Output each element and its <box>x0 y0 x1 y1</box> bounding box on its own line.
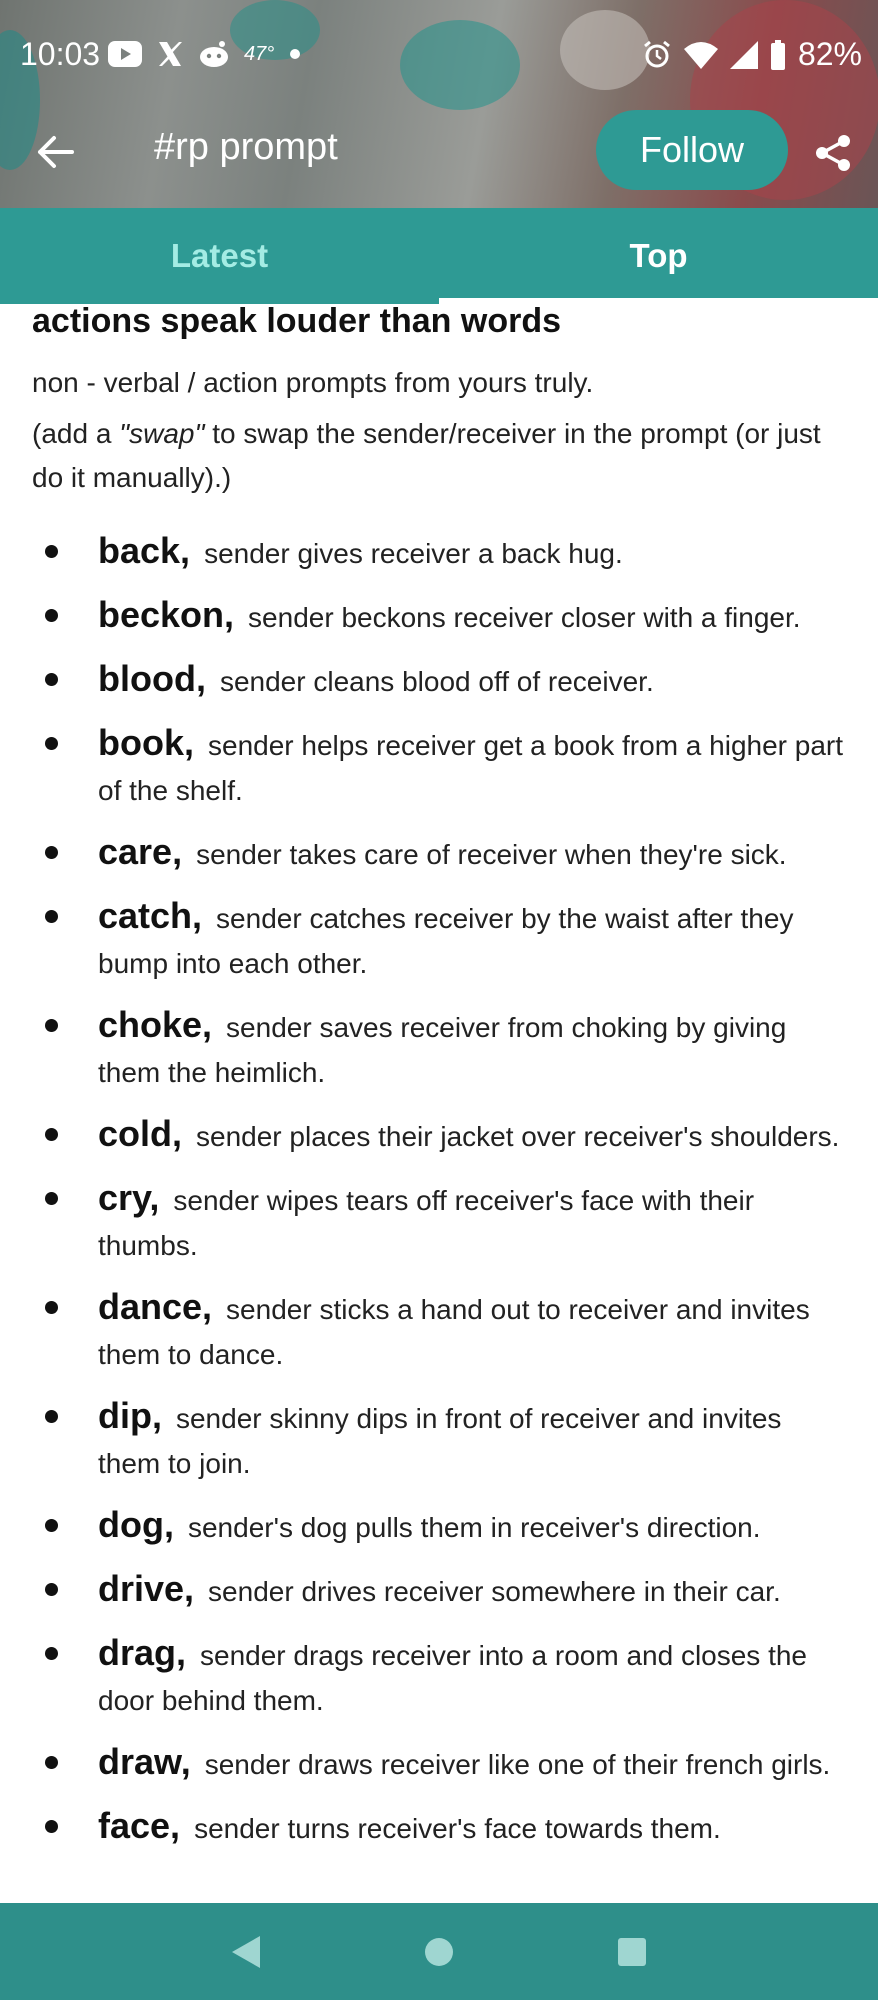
status-bar <box>0 0 878 110</box>
prompt-list <box>32 528 846 1851</box>
prompt-keyword: face, <box>98 1805 181 1846</box>
prompt-keyword: blood, <box>98 658 206 699</box>
prompt-item <box>32 1739 846 1787</box>
prompt-keyword: dip, <box>98 1395 162 1436</box>
x-icon <box>156 40 184 68</box>
prompt-item <box>32 893 846 986</box>
dot-icon <box>288 47 302 61</box>
header-banner <box>0 0 878 208</box>
prompt-text: sender's dog pulls them in receiver's direction. <box>187 1512 761 1543</box>
prompt-keyword: catch, <box>98 895 203 936</box>
prompt-text: sender drags receiver into a room and closes the door behind them. <box>98 1640 808 1716</box>
prompt-keyword: cry, <box>98 1177 160 1218</box>
status-left-icons <box>108 40 302 68</box>
nav-back-button[interactable] <box>216 1922 276 1982</box>
reddit-icon <box>198 40 230 68</box>
prompt-text: sender wipes tears off receiver's face with their thumbs. <box>98 1185 755 1261</box>
prompt-keyword: book, <box>98 722 194 763</box>
prompt-item <box>32 1111 846 1159</box>
tab-top[interactable]: Top <box>439 208 878 304</box>
youtube-icon <box>108 41 142 67</box>
prompt-keyword: choke, <box>98 1004 213 1045</box>
prompt-text: sender places their jacket over receiver's shoulders. <box>196 1121 840 1152</box>
post-title: actions speak louder than words <box>32 304 562 340</box>
prompt-keyword: draw, <box>98 1741 191 1782</box>
signal-icon <box>730 41 758 69</box>
prompt-keyword: beckon, <box>98 594 235 635</box>
prompt-keyword: drag, <box>98 1632 187 1673</box>
share-button[interactable] <box>806 126 860 180</box>
tab-latest[interactable]: Latest <box>170 237 269 274</box>
prompt-text: sender drives receiver somewhere in their car. <box>208 1576 781 1607</box>
post-subtitle: non - verbal / action prompts from yours truly. <box>32 367 594 398</box>
nav-recents-button[interactable] <box>602 1922 662 1982</box>
system-nav-bar <box>0 1903 878 2000</box>
prompt-text: sender catches receiver by the waist after they bump into each other. <box>98 903 794 979</box>
prompt-item <box>32 1175 846 1268</box>
prompt-text: sender saves receiver from choking by giving them the heimlich. <box>98 1012 787 1088</box>
nav-home-button[interactable] <box>409 1922 469 1982</box>
prompt-item <box>32 592 846 640</box>
prompt-text: sender gives receiver a back hug. <box>204 538 623 569</box>
battery-icon <box>770 40 786 70</box>
tab-bar <box>0 208 878 304</box>
page-title: #rp prompt <box>154 126 338 168</box>
prompt-text: sender helps receiver get a book from a higher part of the shelf. <box>98 730 844 806</box>
prompt-text: sender sticks a hand out to receiver and invites them to dance. <box>98 1294 810 1370</box>
prompt-keyword: cold, <box>98 1113 183 1154</box>
prompt-keyword: care, <box>98 831 183 872</box>
top-app-bar <box>0 108 878 208</box>
prompt-keyword: back, <box>98 530 191 571</box>
prompt-keyword: dog, <box>98 1504 174 1545</box>
prompt-item <box>32 1630 846 1723</box>
wifi-icon <box>684 41 718 69</box>
home-circle-icon <box>423 1936 455 1968</box>
post-content <box>0 304 878 1904</box>
prompt-item <box>32 1393 846 1486</box>
post-note <box>32 412 846 500</box>
note-text-after: to swap the sender/receiver in the prompt (or just do it manually).) <box>32 418 821 493</box>
status-time: 10:03 <box>20 36 101 72</box>
weather-icon <box>244 43 274 66</box>
status-right-icons <box>642 36 862 73</box>
prompt-item <box>32 1502 846 1550</box>
prompt-item <box>32 720 846 813</box>
note-italic-swap: "swap" <box>119 418 205 449</box>
recents-square-icon <box>616 1936 648 1968</box>
prompt-item <box>32 1566 846 1614</box>
prompt-item <box>32 528 846 576</box>
prompt-item <box>32 829 846 877</box>
prompt-text: sender beckons receiver closer with a finger. <box>248 602 801 633</box>
alarm-icon <box>642 40 672 70</box>
prompt-text: sender cleans blood off of receiver. <box>219 666 654 697</box>
prompt-item <box>32 1284 846 1377</box>
prompt-keyword: drive, <box>98 1568 195 1609</box>
follow-button[interactable]: Follow <box>596 110 788 190</box>
share-icon <box>813 133 853 173</box>
prompt-text: sender skinny dips in front of receiver and invites them to join. <box>98 1403 782 1479</box>
arrow-left-icon <box>36 134 76 170</box>
back-triangle-icon <box>230 1934 262 1970</box>
prompt-text: sender takes care of receiver when they're sick. <box>196 839 787 870</box>
prompt-text: sender draws receiver like one of their french girls. <box>204 1749 831 1780</box>
prompt-item <box>32 1803 846 1851</box>
status-temperature: 47° <box>244 42 275 65</box>
back-button[interactable] <box>28 124 84 180</box>
prompt-keyword: dance, <box>98 1286 213 1327</box>
note-text-before: (add a <box>32 418 120 449</box>
prompt-item <box>32 1002 846 1095</box>
battery-percent: 82% <box>797 36 862 72</box>
prompt-item <box>32 656 846 704</box>
prompt-text: sender turns receiver's face towards them. <box>194 1813 721 1844</box>
